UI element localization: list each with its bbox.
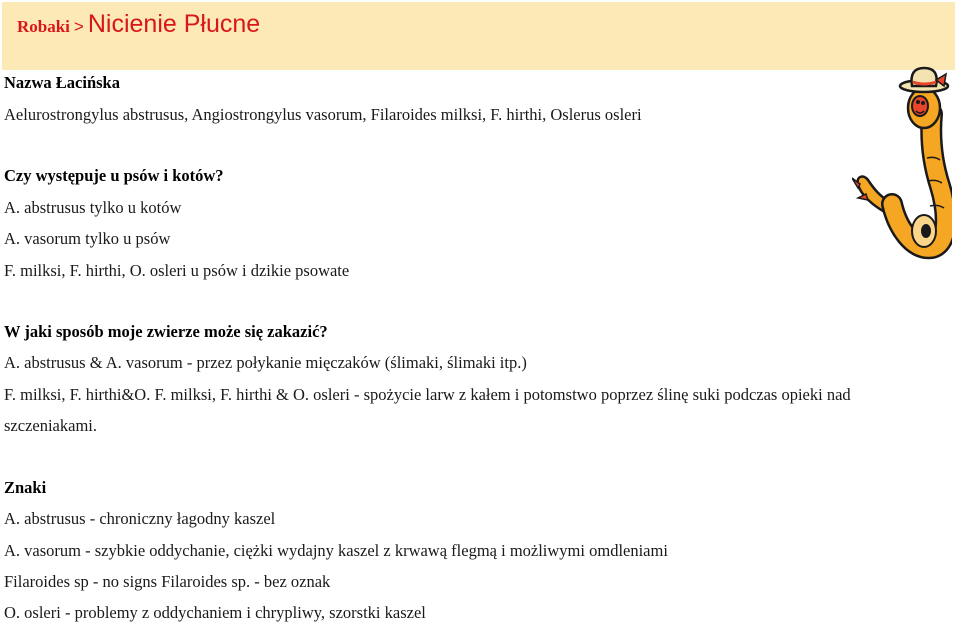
signs-line: Filaroides sp - no signs Filaroides sp. - bez oznak: [4, 572, 331, 591]
worm-cartoon-icon: [852, 66, 952, 261]
occurrence-line: F. milksi, F. hirthi, O. osleri u psów i dzikie psowate: [4, 261, 350, 280]
section-heading-latin-name: Nazwa Łacińska: [4, 73, 120, 92]
signs-line: A. abstrusus - chroniczny łagodny kaszel: [4, 509, 276, 528]
occurrence-line: A. vasorum tylko u psów: [4, 229, 171, 248]
breadcrumb-separator: >: [73, 17, 84, 36]
infection-line: F. milksi, F. hirthi&O. F. milksi, F. hirthi & O. osleri - spożycie larw z kałem i potomstwo poprzez ślinę suki podczas opieki nad: [4, 385, 851, 404]
infection-line: szczeniakami.: [4, 416, 97, 435]
signs-line: A. vasorum - szybkie oddychanie, ciężki wydajny kaszel z krwawą flegmą i możliwymi omdleniami: [4, 541, 668, 560]
signs-line: O. osleri - problemy z oddychaniem i chrypliwy, szorstki kaszel: [4, 603, 426, 622]
infection-line: A. abstrusus & A. vasorum - przez połykanie mięczaków (ślimaki, ślimaki itp.): [4, 353, 527, 372]
latin-names-text: Aelurostrongylus abstrusus, Angiostrongylus vasorum, Filaroides milksi, F. hirthi, Oslerus osleri: [4, 105, 642, 124]
section-heading-infection: W jaki sposób moje zwierze może się zakazić?: [4, 322, 328, 341]
occurrence-line: A. abstrusus tylko u kotów: [4, 198, 182, 217]
breadcrumb-parent-link[interactable]: Robaki: [17, 17, 70, 36]
section-heading-signs: Znaki: [4, 478, 47, 497]
page-title: Nicienie Płucne: [87, 10, 261, 38]
header-bar: [2, 2, 955, 70]
section-heading-occurrence: Czy występuje u psów i kotów?: [4, 166, 224, 185]
breadcrumb: [17, 10, 260, 39]
